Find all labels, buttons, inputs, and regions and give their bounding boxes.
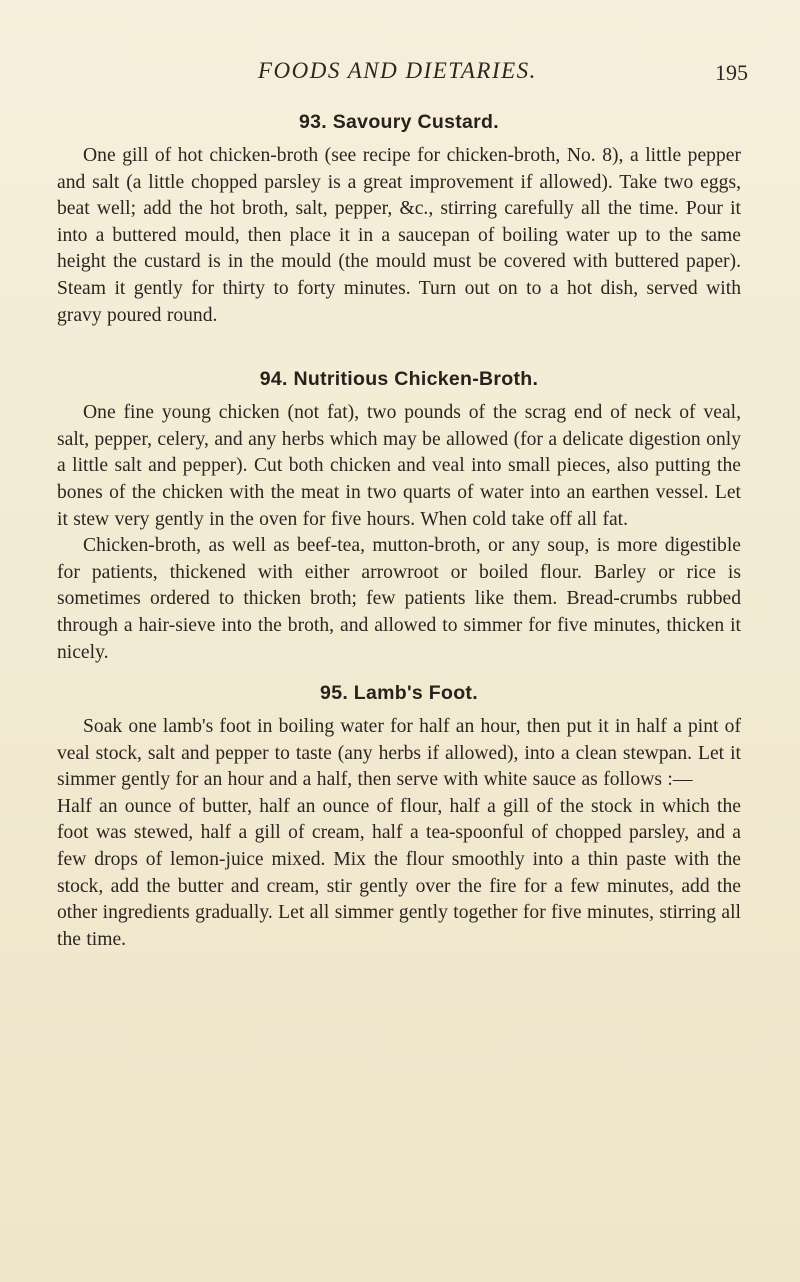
- recipe-heading: 93. Savoury Custard.: [299, 111, 499, 133]
- recipe-93: [57, 110, 741, 329]
- recipe-paragraph: One gill of hot chicken-broth (see recipe for chicken-broth, No. 8), a little pepper and salt (a little chopped parsley is a great improvement if allowed). Take two eggs, beat well; add the hot broth, salt, pepper, &c., stirring carefully all the time. Pour it into a buttered mould, then place it in a saucepan of boiling water up to the same height the custard is in the mould (the mould must be covered with buttered paper). Steam it gently for thirty to forty minutes. Turn out on to a hot dish, served with gravy poured round.: [57, 145, 741, 326]
- recipe-paragraph: One fine young chicken (not fat), two pounds of the scrag end of neck of veal, salt, pepper, celery, and any herbs which may be allowed (for a delicate digestion only a little salt and pepper). Cut both chicken and veal into small pieces, also putting the bones of the chicken with the meat in two quarts of water into an earthen vessel. Let it stew very gently in the oven for five hours. When cold take off all fat.: [57, 402, 741, 530]
- recipe-heading: 94. Nutritious Chicken-Broth.: [259, 368, 539, 391]
- recipe-paragraph: Soak one lamb's foot in boiling water for half an hour, then put it in half a pint of veal stock, salt and pepper to taste (any herbs if allowed), into a clean stewpan. Let it simmer gently for an hour and a half, then serve with white sauce as follows :—: [57, 716, 741, 791]
- running-title: FOODS AND DIETARIES.: [258, 58, 537, 83]
- recipe-paragraph: Half an ounce of butter, half an ounce of flour, half a gill of the stock in which the foot was stewed, half a gill of cream, half a tea-spoonful of chopped parsley, and a few drops of lemon-juice mixed. Mix the flour smoothly into a thin paste with the stock, add the butter and cream, stir gently over the fire for a few minutes, add the other ingredients gradually. Let all simmer gently together for five minutes, stirring all the time.: [57, 795, 741, 950]
- recipe-heading: 95. Lamb's Foot.: [320, 682, 478, 705]
- page-number: 195: [715, 60, 748, 85]
- recipe-paragraph: Chicken-broth, as well as beef-tea, mutton-broth, or any soup, is more digestible for patients, thickened with either arrowroot or boiled flour. Barley or rice is sometimes ordered to thicken broth; few patients like them. Bread-crumbs rubbed through a hair-sieve into the broth, and allowed to simmer for five minutes, thicken it nicely.: [57, 535, 741, 663]
- page-body: [57, 110, 741, 953]
- running-header: [0, 58, 800, 88]
- recipe-94: [57, 367, 741, 666]
- recipe-95: [57, 681, 741, 953]
